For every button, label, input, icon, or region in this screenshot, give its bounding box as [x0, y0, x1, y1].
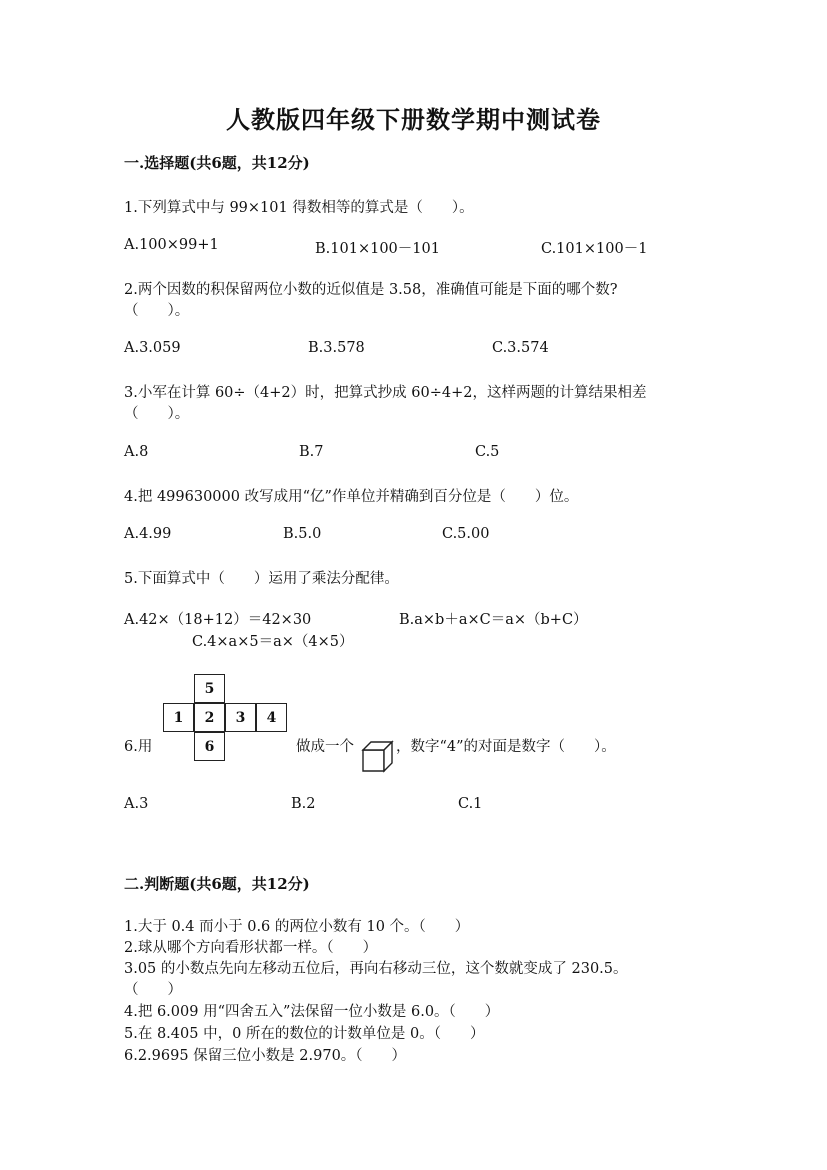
question-4: 4.把 499630000 改写成用“亿”作单位并精确到百分位是（ ）位。	[124, 489, 579, 505]
net-cell-3: 3	[225, 703, 256, 732]
question-6-prefix: 6.用	[124, 739, 153, 755]
question-1: 1.下列算式中与 99×101 得数相等的算式是（ ）。	[124, 200, 474, 216]
question-6-middle: 做成一个	[296, 739, 354, 755]
q3-option-a: A.8	[124, 444, 149, 460]
net-cell-1: 1	[163, 703, 194, 732]
question-2-line1: 2.两个因数的积保留两位小数的近似值是 3.58，准确值可能是下面的哪个数?	[124, 282, 618, 298]
cube-icon	[360, 738, 394, 774]
section-heading-choice: 一.选择题(共6题，共12分)	[124, 154, 310, 172]
q5-option-a: A.42×（18+12）＝42×30	[124, 612, 312, 628]
judgement-item-1: 1.大于 0.4 而小于 0.6 的两位小数有 10 个。（ ）	[124, 919, 470, 935]
q6-option-a: A.3	[124, 796, 149, 812]
q5-option-b: B.a×b＋a×C＝a×（b+C）	[399, 612, 588, 628]
page-title: 人教版四年级下册数学期中测试卷	[226, 105, 601, 134]
q4-option-c: C.5.00	[442, 526, 490, 542]
question-5: 5.下面算式中（ ）运用了乘法分配律。	[124, 571, 399, 587]
net-cell-5: 5	[194, 674, 225, 703]
judgement-item-5: 5.在 8.405 中，0 所在的数位的计数单位是 0。（ ）	[124, 1026, 485, 1042]
judgement-item-3-line2: （ ）	[124, 982, 182, 998]
q1-option-c: C.101×100－1	[541, 241, 648, 257]
q3-option-c: C.5	[475, 444, 500, 460]
section-heading-judgement: 二.判断题(共6题，共12分)	[124, 875, 310, 893]
q3-option-b: B.7	[299, 444, 324, 460]
q2-option-b: B.3.578	[308, 340, 365, 356]
q1-option-b: B.101×100－101	[315, 241, 440, 257]
judgement-item-6: 6.2.9695 保留三位小数是 2.970。（ ）	[124, 1048, 407, 1064]
net-cell-2: 2	[194, 703, 225, 732]
q4-option-b: B.5.0	[283, 526, 322, 542]
q4-option-a: A.4.99	[124, 526, 172, 542]
cube-net-figure	[163, 674, 293, 796]
judgement-item-2: 2.球从哪个方向看形状都一样。（ ）	[124, 940, 378, 956]
question-3-line1: 3.小军在计算 60÷（4+2）时，把算式抄成 60÷4+2，这样两题的计算结果相差	[124, 385, 647, 401]
q6-option-b: B.2	[291, 796, 316, 812]
judgement-item-4: 4.把 6.009 用“四舍五入”法保留一位小数是 6.0。（ ）	[124, 1004, 500, 1020]
net-cell-4: 4	[256, 703, 287, 732]
q5-option-c: C.4×a×5＝a×（4×5）	[192, 634, 354, 650]
question-6-suffix: ，数字“4”的对面是数字（ ）。	[396, 739, 616, 755]
net-cell-6: 6	[194, 732, 225, 761]
question-2-line2: （ ）。	[124, 303, 190, 319]
q2-option-a: A.3.059	[124, 340, 181, 356]
q2-option-c: C.3.574	[492, 340, 549, 356]
q6-option-c: C.1	[458, 796, 483, 812]
judgement-item-3-line1: 3.05 的小数点先向左移动五位后，再向右移动三位，这个数就变成了 230.5。	[124, 961, 628, 977]
q1-option-a: A.100×99+1	[124, 237, 219, 253]
question-3-line2: （ ）。	[124, 406, 190, 422]
